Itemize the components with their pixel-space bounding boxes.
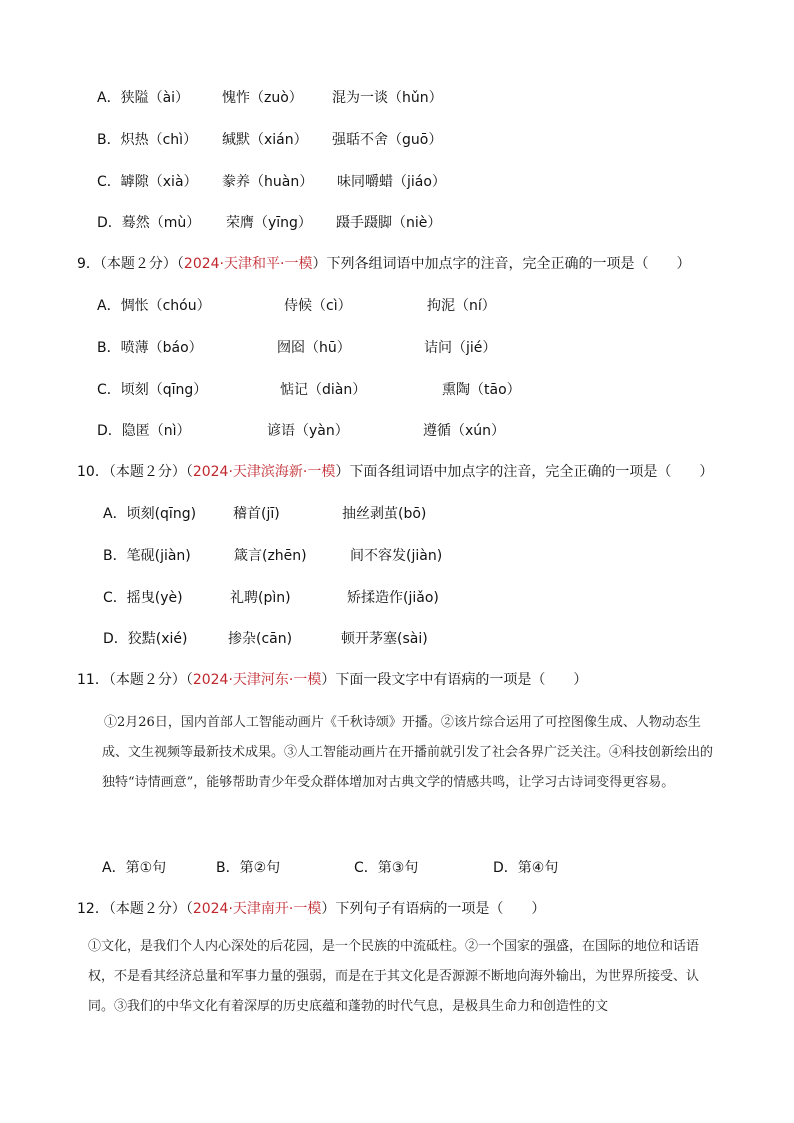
q11-prefix: 11．（本题２分）（ [77, 672, 193, 688]
q10-option-b-2: 箴言(zhēn) [234, 548, 307, 564]
q9-option-d-1: D．隐匿（nì） [97, 423, 191, 439]
q9-option-d-2: 谚语（yàn） [267, 423, 349, 439]
q10-stem [77, 462, 713, 482]
q11-option-d: D．第④句 [493, 860, 559, 876]
q8-option-d-3: 蹑手蹑脚（niè） [336, 215, 442, 231]
q10-prefix: 10．（本题２分）（ [77, 464, 193, 480]
q8-option-a-1: A．狭隘（ài） [97, 90, 190, 106]
q8-option-a-3: 混为一谈（hǔn） [332, 90, 443, 106]
q9-option-a-1: A．惆怅（chóu） [97, 298, 211, 314]
q9-suffix: ）下列各组词语中加点字的注音，完全正确的一项是（ ） [312, 256, 691, 272]
q9-option-a-2: 侍候（cì） [284, 298, 352, 314]
q11-option-a: A．第①句 [102, 860, 167, 876]
q10-source: 2024·天津滨海新·一模 [192, 464, 336, 480]
q9-option-c-3: 熏陶（tāo） [442, 382, 521, 398]
q11-option-b: B．第②句 [216, 860, 281, 876]
q9-option-b-3: 诘问（jié） [424, 340, 497, 356]
q8-option-a-2: 愧怍（zuò） [222, 90, 303, 106]
q8-option-b-3: 强聒不舍（guō） [332, 132, 443, 148]
q8-option-c-3: 味同嚼蜡（jiáo） [337, 174, 446, 190]
q8-option-c-1: C．罅隙（xià） [97, 174, 198, 190]
q9-prefix: 9．（本题２分）（ [77, 256, 184, 272]
q10-option-d-2: 掺杂(cān) [228, 631, 293, 647]
q10-option-c-2: 礼聘(pìn) [230, 590, 291, 606]
q9-option-c-1: C．顷刻（qīng） [97, 382, 208, 398]
q12-suffix: ）下列句子有语病的一项是（ ） [321, 901, 546, 917]
q10-option-c-1: C．摇曳(yè) [103, 590, 183, 606]
q9-option-d-3: 遵循（xún） [423, 423, 506, 439]
q10-option-a-2: 稽首(jī) [233, 506, 280, 522]
q12-passage: ①文化，是我们个人内心深处的后花园，是一个民族的中流砥柱。②一个国家的强盛，在国际的地位和话语权，不是看其经济总量和军事力量的强弱，而是在于其文化是否源源不断地向海外输出，为世界所接受、认同。③我们的中华文化有着深厚的历史底蕴和蓬勃的时代气息，是极具生命力和创造性的文 [88, 939, 700, 1014]
q10-suffix: ）下面各组词语中加点字的注音，完全正确的一项是（ ） [335, 464, 714, 480]
q10-option-d-3: 顿开茅塞(sài) [341, 631, 428, 647]
q9-option-c-2: 惦记（diàn） [280, 382, 367, 398]
q11-suffix: ）下面一段文字中有语病的一项是（ ） [321, 672, 588, 688]
q12-stem [77, 899, 545, 919]
q10-option-d-1: D．狡黠(xié) [103, 631, 188, 647]
q10-option-a-1: A．顷刻(qīng) [103, 506, 197, 522]
q8-option-b-1: B．炽热（chì） [97, 132, 198, 148]
q10-option-c-3: 矫揉造作(jiǎo) [347, 590, 439, 606]
q10-option-a-3: 抽丝剥茧(bō) [342, 506, 427, 522]
q8-option-c-2: 豢养（huàn） [222, 174, 314, 190]
q9-option-b-2: 囫囵（hū） [277, 340, 351, 356]
q8-option-d-2: 荣膺（yīng） [226, 215, 312, 231]
q11-source: 2024·天津河东·一模 [192, 672, 322, 688]
q9-source: 2024·天津和平·一模 [183, 256, 313, 272]
q12-source: 2024·天津南开·一模 [192, 901, 322, 917]
q11-option-c: C．第③句 [354, 860, 419, 876]
q10-option-b-1: B．笔砚(jiàn) [103, 548, 191, 564]
q8-option-d-1: D．蓦然（mù） [97, 215, 201, 231]
q12-prefix: 12．（本题２分）（ [77, 901, 193, 917]
q11-stem [77, 670, 587, 690]
q9-option-a-3: 拘泥（ní） [427, 298, 496, 314]
q8-option-b-2: 缄默（xián） [222, 132, 308, 148]
q10-option-b-3: 间不容发(jiàn) [350, 548, 443, 564]
q11-passage: ①2月26日，国内首部人工智能动画片《千秋诗颂》开播。②该片综合运用了可控图像生成、人物动态生成、文生视频等最新技术成果。③人工智能动画片在开播前就引发了社会各界广泛关注。④科技创新绘出的独特“诗情画意”，能够帮助青少年受众群体增加对古典文学的情感共鸣，让学习古诗词变得更容易。 [102, 715, 714, 790]
q9-stem [77, 254, 690, 274]
q9-option-b-1: B．喷薄（báo） [97, 340, 203, 356]
